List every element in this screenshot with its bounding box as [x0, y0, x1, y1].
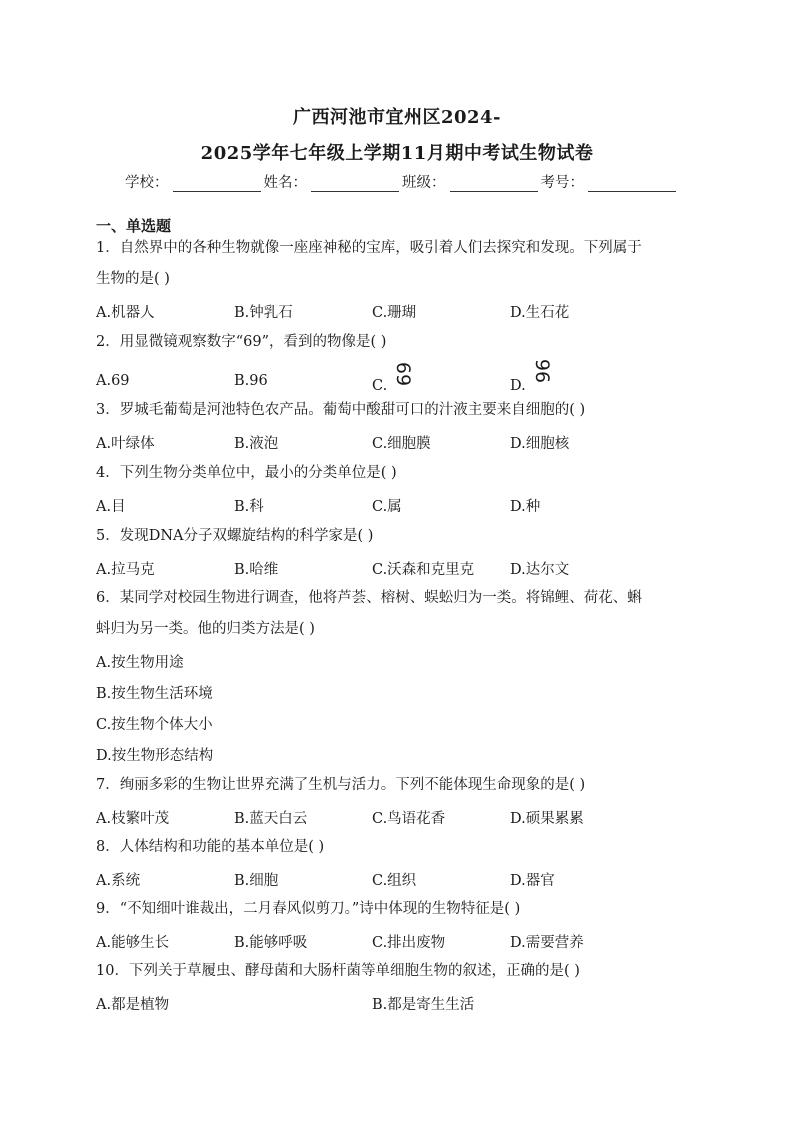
exam-title-line1: 广西河池市宜州区2024-	[292, 107, 502, 128]
section-heading: 一、单选题	[96, 217, 172, 235]
option-c[interactable]	[372, 361, 415, 395]
question-stem: 4．下列生物分类单位中，最小的分类单位是( )	[96, 465, 397, 481]
question-2	[96, 327, 706, 358]
question-stem: 9．“不知细叶谁裁出，二月春风似剪刀。”诗中体现的生物特征是( )	[96, 901, 521, 917]
option-d[interactable]: D.需要营养	[510, 935, 584, 951]
option-b[interactable]: B.科	[234, 499, 264, 515]
question-7-options	[96, 807, 716, 831]
option-a[interactable]: A.都是植物	[96, 997, 170, 1013]
question-stem: 生物的是( )	[96, 271, 170, 287]
question-stem: 2．用显微镜观察数字“69”，看到的物像是( )	[96, 334, 387, 350]
question-9	[96, 894, 706, 925]
option-d[interactable]: D.达尔文	[510, 562, 570, 578]
option-b[interactable]: B.哈维	[234, 562, 279, 578]
question-stem: 5．发现DNA分子双螺旋结构的科学家是( )	[96, 528, 374, 544]
option-b[interactable]: B.液泡	[234, 436, 279, 452]
option-c[interactable]: C.按生物个体大小	[96, 717, 213, 733]
question-4-options	[96, 495, 716, 519]
option-a[interactable]: A.69	[96, 373, 130, 389]
option-d[interactable]: D.器官	[510, 873, 555, 889]
student-info-row	[125, 171, 679, 192]
option-d[interactable]: D.细胞核	[510, 436, 570, 452]
question-7	[96, 770, 706, 801]
question-9-options	[96, 931, 716, 955]
option-c[interactable]: C.沃森和克里克	[372, 562, 475, 578]
number-field[interactable]	[588, 177, 676, 192]
question-5-options	[96, 558, 716, 582]
option-c[interactable]: C.鸟语花香	[372, 811, 446, 827]
option-d[interactable]: D.按生物形态结构	[96, 748, 214, 764]
option-a[interactable]: A.系统	[96, 873, 141, 889]
option-b[interactable]: B.都是寄生生活	[372, 997, 475, 1013]
option-c[interactable]: C.排出废物	[372, 935, 446, 951]
option-d[interactable]: D.种	[510, 499, 541, 515]
option-a[interactable]: A.拉马克	[96, 562, 155, 578]
question-1	[96, 233, 706, 295]
option-c[interactable]: C.组织	[372, 873, 417, 889]
name-label: 姓名：	[263, 175, 307, 191]
option-b[interactable]: B.按生物生活环境	[96, 686, 213, 702]
number-label: 考号：	[540, 175, 584, 191]
question-8-options	[96, 869, 716, 893]
question-8	[96, 832, 706, 863]
question-2-options	[96, 358, 716, 398]
option-b[interactable]: B.钟乳石	[234, 305, 293, 321]
name-field[interactable]	[311, 177, 399, 192]
exam-title-line2: 2025学年七年级上学期11月期中考试生物试卷	[200, 143, 594, 164]
option-d[interactable]: D.生石花	[510, 305, 570, 321]
question-10-options	[96, 993, 716, 1017]
option-b[interactable]: B.能够呼吸	[234, 935, 308, 951]
school-label: 学校：	[125, 175, 169, 191]
option-a[interactable]: A.叶绿体	[96, 436, 155, 452]
question-4	[96, 458, 706, 489]
question-stem: 1．自然界中的各种生物就像一座座神秘的宝库，吸引着人们去探究和发现。下列属于	[96, 240, 642, 256]
option-b[interactable]: B.细胞	[234, 873, 279, 889]
school-field[interactable]	[173, 177, 261, 192]
option-c[interactable]: C.细胞膜	[372, 436, 431, 452]
digits-image-d: 96	[530, 358, 553, 384]
option-b[interactable]: B.蓝天白云	[234, 811, 308, 827]
question-stem: 8．人体结构和功能的基本单位是( )	[96, 839, 325, 855]
question-stem: 3．罗城毛葡萄是河池特色农产品。葡萄中酸甜可口的汁液主要来自细胞的( )	[96, 402, 586, 418]
option-c[interactable]: C.珊瑚	[372, 305, 417, 321]
question-1-options	[96, 301, 716, 325]
option-a[interactable]: A.机器人	[96, 305, 155, 321]
option-a[interactable]: A.按生物用途	[96, 655, 184, 671]
question-5	[96, 521, 706, 552]
option-b[interactable]: B.96	[234, 373, 268, 389]
class-field[interactable]	[450, 177, 538, 192]
question-stem: 6．某同学对校园生物进行调查，他将芦荟、榕树、蜈蚣归为一类。将锦鲤、荷花、蝌	[96, 590, 642, 606]
option-c-label: C.	[372, 378, 388, 394]
question-stem: 蚪归为另一类。他的归类方法是( )	[96, 621, 315, 637]
option-a[interactable]: A.能够生长	[96, 935, 170, 951]
question-10	[96, 956, 706, 987]
class-label: 班级：	[402, 175, 446, 191]
option-d[interactable]: D.硕果累累	[510, 811, 584, 827]
question-6	[96, 583, 706, 645]
question-3-options	[96, 432, 716, 456]
option-a[interactable]: A.目	[96, 499, 126, 515]
option-c[interactable]: C.属	[372, 499, 402, 515]
question-stem: 7．绚丽多彩的生物让世界充满了生机与活力。下列不能体现生命现象的是( )	[96, 777, 586, 793]
question-stem: 10．下列关于草履虫、酵母菌和大肠杆菌等单细胞生物的叙述，正确的是( )	[96, 963, 580, 979]
question-3	[96, 395, 706, 426]
option-d[interactable]	[510, 358, 553, 395]
digits-image-c: 69	[392, 361, 415, 387]
option-a[interactable]: A.枝繁叶茂	[96, 811, 170, 827]
option-d-label: D.	[510, 378, 526, 394]
